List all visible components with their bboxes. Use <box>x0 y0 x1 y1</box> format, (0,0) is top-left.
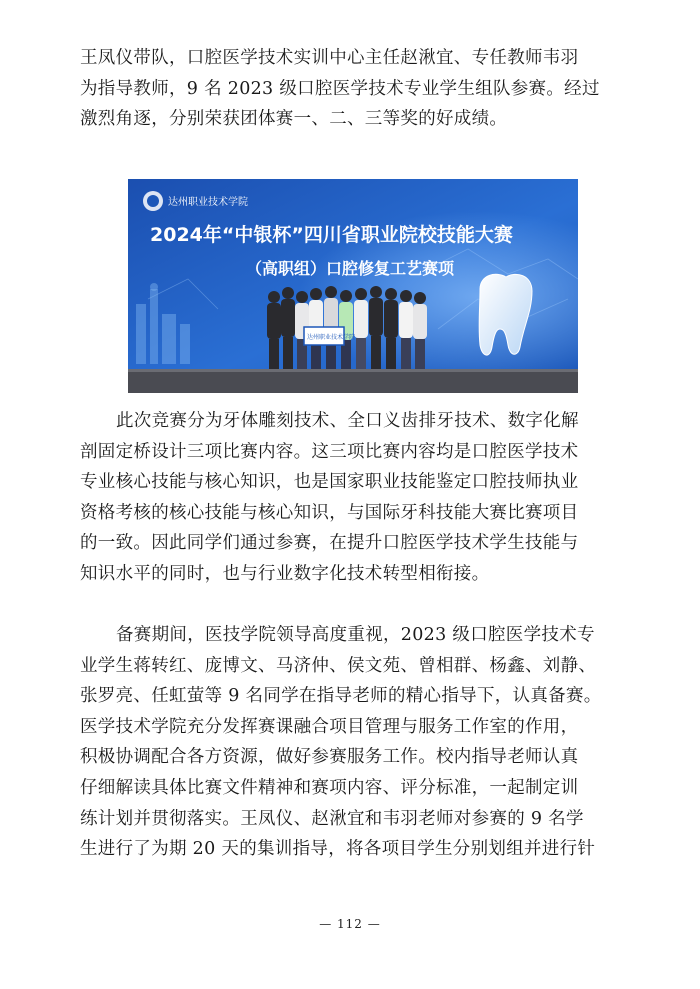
text-line: 备赛期间，医技学院领导高度重视，2023 级口腔医学技术专 <box>116 625 595 645</box>
text-line: 业学生蒋转红、庞博文、马济仲、侯文苑、曾相群、杨鑫、刘静、 <box>80 655 597 676</box>
page-number: — 112 — <box>319 917 381 931</box>
text-line: 为指导教师，9 名 2023 级口腔医学技术专业学生组队参赛。经过 <box>80 78 600 99</box>
text-line: 生进行了为期 20 天的集训指导，将各项目学生分别划组并进行针 <box>80 839 596 860</box>
paragraph-2 <box>80 406 620 590</box>
text-line: 仔细解读具体比赛文件精神和赛项内容、评分标准，一起制定训 <box>80 777 579 798</box>
text-line: 资格考核的核心技能与核心知识，与国际牙科技能大赛比赛项目 <box>80 502 579 523</box>
text-line: 医学技术学院充分发挥赛课融合项目管理与服务工作室的作用， <box>80 716 579 737</box>
text-line: 王凤仪带队，口腔医学技术实训中心主任赵湫宜、专任教师韦羽 <box>80 48 579 68</box>
text-line: 专业核心技能与核心知识，也是国家职业技能鉴定口腔技师执业 <box>80 472 579 493</box>
text-line: 张罗亮、任虹萤等 9 名同学在指导老师的精心指导下，认真备赛。 <box>80 686 602 707</box>
text-line: 的一致。因此同学们通过参赛，在提升口腔医学技术学生技能与 <box>80 533 579 554</box>
text-line: 激烈角逐，分别荣获团体赛一、二、三等奖的好成绩。 <box>80 109 508 130</box>
team-sign-text: 达州职业技术学院 <box>307 334 356 341</box>
text-line: 剖固定桥设计三项比赛内容。这三项比赛内容均是口腔医学技术 <box>80 441 579 462</box>
banner-title-line1: 2024年“中银杯”四川省职业院校技能大赛 <box>150 224 513 246</box>
text-line: 此次竞赛分为牙体雕刻技术、全口义齿排牙技术、数字化解 <box>116 411 579 431</box>
text-line: 练计划并贯彻落实。王凤仪、赵湫宜和韦羽老师对参赛的 9 名学 <box>80 808 584 829</box>
competition-group-photo <box>128 179 578 393</box>
paragraph-1 <box>80 43 620 135</box>
text-line: 知识水平的同时，也与行业数字化技术转型相衔接。 <box>80 563 490 584</box>
school-logo-text: 达州职业技术学院 <box>168 197 248 208</box>
text-line: 积极协调配合各方资源，做好参赛服务工作。校内指导老师认真 <box>80 747 579 768</box>
banner-title-line2: （高职组）口腔修复工艺赛项 <box>246 259 455 278</box>
paragraph-3 <box>80 620 620 865</box>
